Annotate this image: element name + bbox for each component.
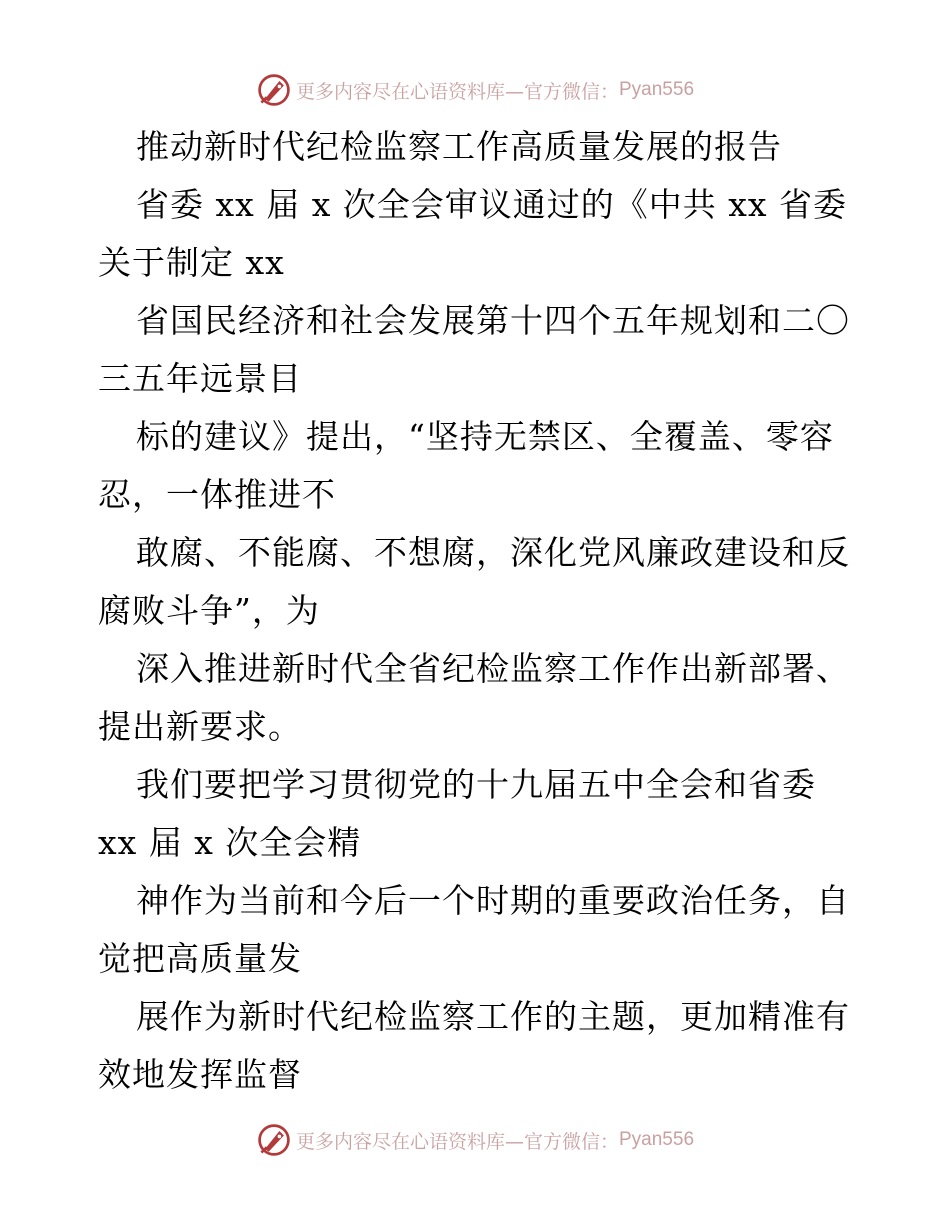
- text-line: 敢腐、不能腐、不想腐，深化党风廉政建设和反: [136, 533, 850, 572]
- watermark-handle: Pyan556: [619, 79, 695, 100]
- pen-nib-logo-icon: [256, 72, 292, 108]
- text-line: 深入推进新时代全省纪检监察工作作出新部署、: [136, 649, 850, 688]
- text-line: 关于制定 xx: [98, 243, 285, 282]
- header-watermark: [0, 70, 950, 110]
- footer-watermark: [0, 1120, 950, 1160]
- document-body: [98, 118, 858, 1104]
- watermark-text: 更多内容尽在心语资料库—官方微信：: [295, 1130, 619, 1153]
- text-line: xx 届 x 次全会精: [98, 823, 362, 862]
- text-line: 我们要把学习贯彻党的十九届五中全会和省委: [136, 765, 816, 804]
- text-line: 省国民经济和社会发展第十四个五年规划和二〇: [136, 301, 850, 340]
- text-line: 推动新时代纪检监察工作高质量发展的报告: [136, 127, 782, 166]
- text-line: 三五年远景目: [98, 359, 302, 398]
- text-line: 效地发挥监督: [98, 1055, 302, 1094]
- text-line: 提出新要求。: [98, 707, 302, 746]
- text-line: 忍，一体推进不: [98, 475, 336, 514]
- text-line: 展作为新时代纪检监察工作的主题，更加精准有: [136, 997, 850, 1036]
- pen-nib-logo-icon: [256, 1122, 292, 1158]
- watermark-handle: Pyan556: [619, 1129, 695, 1150]
- text-line: 觉把高质量发: [98, 939, 302, 978]
- watermark-text: 更多内容尽在心语资料库—官方微信：: [295, 80, 619, 103]
- text-line: 省委 xx 届 x 次全会审议通过的《中共 xx 省委: [136, 185, 847, 224]
- text-line: 腐败斗争”，为: [98, 591, 320, 630]
- text-line: 标的建议》提出，“坚持无禁区、全覆盖、零容: [136, 417, 834, 456]
- text-line: 神作为当前和今后一个时期的重要政治任务，自: [136, 881, 850, 920]
